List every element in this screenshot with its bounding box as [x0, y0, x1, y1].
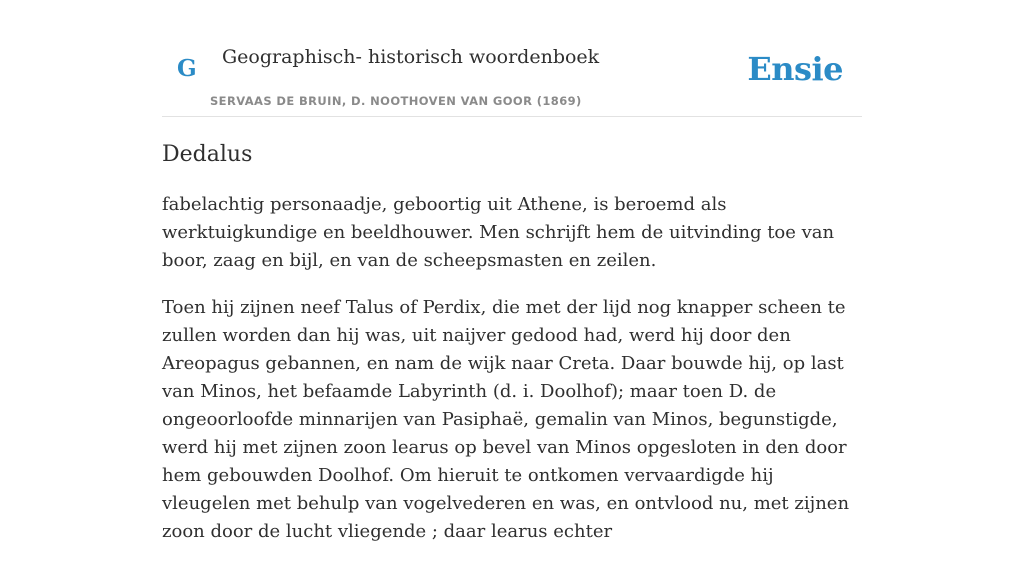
page — [162, 0, 862, 565]
entry-body — [162, 191, 862, 546]
book-authors: SERVAAS DE BRUIN, D. NOOTHOVEN VAN GOOR (1869) — [210, 94, 582, 108]
entry-title: Dedalus — [162, 142, 253, 167]
ensie-logo-link[interactable]: Ensie — [747, 50, 843, 88]
entry-paragraph-2: Toen hij zijnen neef Talus of Perdix, die met der lijd nog knapper scheen te zullen worden dan hij was, uit naijver gedood had, werd hij door den Areopagus gebannen, en nam de wijk naar Creta. Daar bouwde hij, op last van Minos, het befaamde Labyrinth (d. i. Doolhof); maar toen D. de ongeoorloofde minnarijen van Pasiphaë, gemalin van Minos, begunstigde, werd hij met zijnen zoon learus op bevel van Minos opgesloten in den door hem gebouwden Doolhof. Om hieruit te ontkomen vervaardigde hij vleugelen met behulp van vogelvederen en was, en ontvlood nu, met zijnen zoon door de lucht vliegende ; daar learus echter — [162, 297, 850, 542]
entry-paragraph-1: fabelachtig personaadje, geboortig uit Athene, is beroemd als werktuigkundige en beeldhouwer. Men schrijft hem de uitvinding toe van boor, zaag en bijl, en van de scheepsmasten en zeilen. — [162, 194, 835, 271]
book-header — [162, 0, 862, 117]
book-title[interactable]: Geographisch- historisch woordenboek — [222, 46, 600, 68]
book-letter-icon[interactable]: G — [177, 55, 197, 82]
